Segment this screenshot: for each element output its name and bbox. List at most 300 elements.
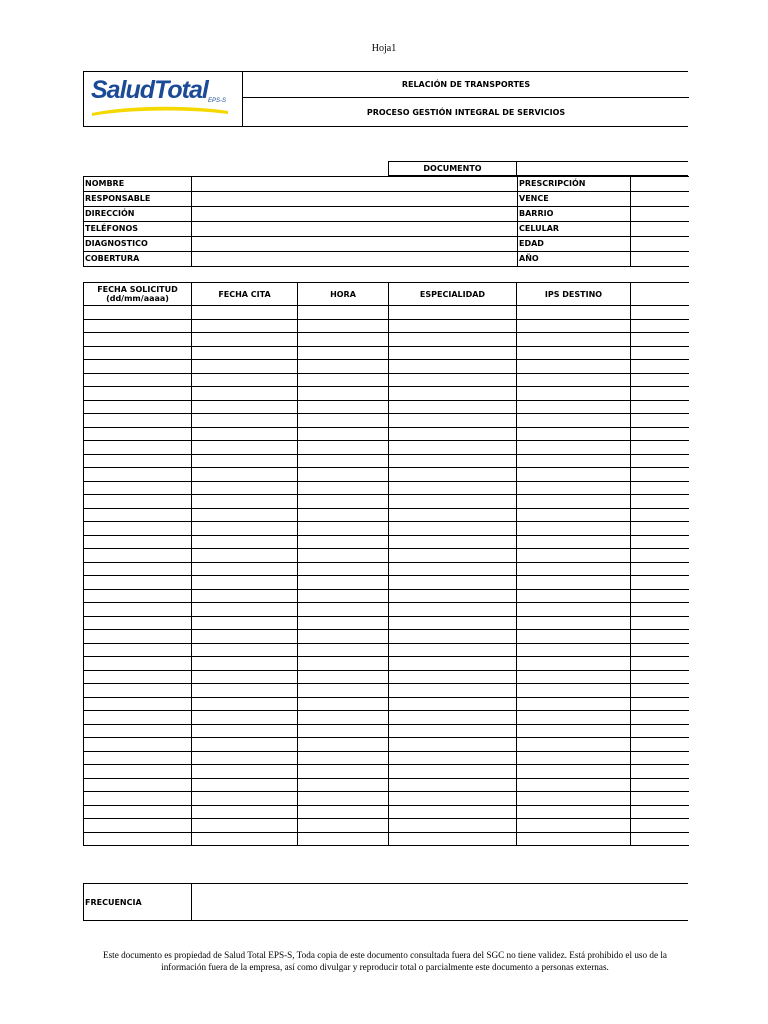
logo-wordmark: SaludTotal: [91, 76, 208, 104]
table-cell[interactable]: [192, 387, 298, 401]
table-cell[interactable]: [389, 751, 517, 765]
table-cell[interactable]: [389, 481, 517, 495]
table-cell[interactable]: [192, 711, 298, 725]
table-cell[interactable]: [631, 643, 689, 657]
form-title: RELACIÓN DE TRANSPORTES: [243, 72, 689, 98]
table-cell[interactable]: [192, 495, 298, 509]
table-cell[interactable]: [84, 616, 192, 630]
table-cell[interactable]: [192, 643, 298, 657]
info-right-value-field[interactable]: [631, 192, 689, 207]
table-cell[interactable]: [631, 481, 689, 495]
table-cell[interactable]: [192, 535, 298, 549]
info-right-value-field[interactable]: [631, 252, 689, 267]
column-header: ESPECIALIDAD: [389, 283, 517, 306]
table-cell[interactable]: [298, 400, 389, 414]
table-row: [84, 481, 689, 495]
table-cell[interactable]: [517, 657, 631, 671]
table-cell[interactable]: [84, 454, 192, 468]
table-cell[interactable]: [298, 306, 389, 320]
table-cell[interactable]: [631, 508, 689, 522]
table-cell[interactable]: [389, 400, 517, 414]
table-cell[interactable]: [517, 805, 631, 819]
table-cell[interactable]: [517, 562, 631, 576]
table-row: [84, 535, 689, 549]
table-cell[interactable]: [517, 360, 631, 374]
table-cell[interactable]: [517, 711, 631, 725]
table-cell[interactable]: [389, 819, 517, 833]
table-cell[interactable]: [192, 603, 298, 617]
table-cell[interactable]: [298, 319, 389, 333]
table-cell[interactable]: [84, 562, 192, 576]
table-cell[interactable]: [192, 333, 298, 347]
table-cell[interactable]: [389, 495, 517, 509]
table-cell[interactable]: [631, 684, 689, 698]
table-row: [84, 319, 689, 333]
info-value-field[interactable]: [192, 207, 518, 222]
table-cell[interactable]: [84, 400, 192, 414]
table-cell[interactable]: [298, 481, 389, 495]
table-row: [84, 400, 689, 414]
table-cell[interactable]: [517, 481, 631, 495]
column-header: HORA: [298, 283, 389, 306]
table-cell[interactable]: [192, 616, 298, 630]
table-cell[interactable]: [84, 522, 192, 536]
table-row: [84, 441, 689, 455]
table-cell[interactable]: [84, 684, 192, 698]
table-cell[interactable]: [631, 414, 689, 428]
info-right-value-field[interactable]: [631, 237, 689, 252]
table-cell[interactable]: [389, 765, 517, 779]
column-header: [631, 283, 689, 306]
table-cell[interactable]: [631, 697, 689, 711]
table-cell[interactable]: [517, 373, 631, 387]
table-cell[interactable]: [192, 630, 298, 644]
table-cell[interactable]: [298, 738, 389, 752]
table-cell[interactable]: [517, 765, 631, 779]
table-cell[interactable]: [192, 670, 298, 684]
table-cell[interactable]: [389, 549, 517, 563]
table-cell[interactable]: [631, 400, 689, 414]
table-cell[interactable]: [389, 778, 517, 792]
info-value-field[interactable]: [192, 237, 518, 252]
table-cell[interactable]: [192, 792, 298, 806]
table-cell[interactable]: [389, 333, 517, 347]
table-cell[interactable]: [84, 387, 192, 401]
table-cell[interactable]: [192, 454, 298, 468]
table-cell[interactable]: [84, 481, 192, 495]
table-cell[interactable]: [84, 427, 192, 441]
info-right-label: CELULAR: [518, 222, 631, 237]
table-cell[interactable]: [631, 738, 689, 752]
table-cell[interactable]: [631, 441, 689, 455]
table-cell[interactable]: [192, 576, 298, 590]
table-cell[interactable]: [389, 562, 517, 576]
table-cell[interactable]: [298, 792, 389, 806]
table-cell[interactable]: [192, 738, 298, 752]
table-cell[interactable]: [631, 562, 689, 576]
table-cell[interactable]: [298, 576, 389, 590]
table-cell[interactable]: [389, 373, 517, 387]
table-cell[interactable]: [631, 319, 689, 333]
table-cell[interactable]: [517, 387, 631, 401]
table-cell[interactable]: [631, 805, 689, 819]
table-cell[interactable]: [631, 360, 689, 374]
table-cell[interactable]: [298, 643, 389, 657]
table-cell[interactable]: [84, 373, 192, 387]
table-cell[interactable]: [192, 819, 298, 833]
table-cell[interactable]: [631, 373, 689, 387]
table-cell[interactable]: [389, 468, 517, 482]
table-cell[interactable]: [298, 819, 389, 833]
table-cell[interactable]: [192, 522, 298, 536]
table-cell[interactable]: [192, 373, 298, 387]
table-cell[interactable]: [631, 819, 689, 833]
table-cell[interactable]: [389, 684, 517, 698]
table-cell[interactable]: [84, 792, 192, 806]
frequency-label: FRECUENCIA: [84, 884, 192, 920]
info-row: [84, 192, 689, 207]
info-value-field[interactable]: [192, 192, 518, 207]
document-field[interactable]: [517, 161, 688, 176]
table-cell[interactable]: [298, 562, 389, 576]
table-cell[interactable]: [389, 306, 517, 320]
table-cell[interactable]: [192, 346, 298, 360]
table-cell[interactable]: [517, 778, 631, 792]
table-cell[interactable]: [389, 360, 517, 374]
table-row: [84, 454, 689, 468]
table-cell[interactable]: [389, 427, 517, 441]
table-cell[interactable]: [517, 576, 631, 590]
confidentiality-note: [70, 949, 700, 973]
info-right-value-field[interactable]: [631, 177, 689, 192]
table-cell[interactable]: [298, 751, 389, 765]
sheet-label: Hoja1: [371, 43, 397, 54]
table-cell[interactable]: [517, 589, 631, 603]
table-cell[interactable]: [389, 414, 517, 428]
table-cell[interactable]: [192, 562, 298, 576]
table-cell[interactable]: [192, 684, 298, 698]
table-cell[interactable]: [84, 630, 192, 644]
table-cell[interactable]: [517, 670, 631, 684]
table-row: [84, 711, 689, 725]
table-cell[interactable]: [389, 387, 517, 401]
table-cell[interactable]: [517, 616, 631, 630]
table-cell[interactable]: [389, 711, 517, 725]
table-cell[interactable]: [192, 589, 298, 603]
info-row: [84, 207, 689, 222]
table-cell[interactable]: [84, 724, 192, 738]
table-cell[interactable]: [84, 697, 192, 711]
table-cell[interactable]: [517, 832, 631, 846]
appointments-table: [83, 282, 689, 846]
table-cell[interactable]: [298, 360, 389, 374]
table-cell[interactable]: [389, 738, 517, 752]
table-cell[interactable]: [517, 468, 631, 482]
table-cell[interactable]: [192, 481, 298, 495]
table-row: [84, 549, 689, 563]
table-cell[interactable]: [192, 697, 298, 711]
table-cell[interactable]: [517, 751, 631, 765]
table-cell[interactable]: [298, 765, 389, 779]
table-cell[interactable]: [298, 724, 389, 738]
table-cell[interactable]: [84, 589, 192, 603]
table-cell[interactable]: [192, 319, 298, 333]
info-right-label: AÑO: [518, 252, 631, 267]
table-cell[interactable]: [298, 670, 389, 684]
table-cell[interactable]: [84, 549, 192, 563]
table-cell[interactable]: [631, 549, 689, 563]
table-cell[interactable]: [389, 319, 517, 333]
table-cell[interactable]: [631, 333, 689, 347]
table-cell[interactable]: [631, 603, 689, 617]
table-cell[interactable]: [192, 778, 298, 792]
table-cell[interactable]: [84, 306, 192, 320]
info-row: [84, 177, 689, 192]
table-cell[interactable]: [389, 643, 517, 657]
table-cell[interactable]: [298, 346, 389, 360]
table-row: [84, 360, 689, 374]
table-cell[interactable]: [298, 441, 389, 455]
table-cell[interactable]: [298, 333, 389, 347]
table-cell[interactable]: [517, 535, 631, 549]
table-cell[interactable]: [631, 657, 689, 671]
table-cell[interactable]: [192, 832, 298, 846]
table-cell[interactable]: [517, 549, 631, 563]
table-cell[interactable]: [192, 805, 298, 819]
info-value-field[interactable]: [192, 222, 518, 237]
table-cell[interactable]: [84, 495, 192, 509]
table-cell[interactable]: [298, 495, 389, 509]
column-header: FECHA SOLICITUD (dd/mm/aaaa): [84, 283, 192, 306]
table-cell[interactable]: [631, 616, 689, 630]
table-cell[interactable]: [298, 711, 389, 725]
table-cell[interactable]: [631, 346, 689, 360]
table-cell[interactable]: [631, 778, 689, 792]
info-label: RESPONSABLE: [84, 192, 192, 207]
table-cell[interactable]: [298, 630, 389, 644]
table-cell[interactable]: [389, 576, 517, 590]
table-cell[interactable]: [389, 657, 517, 671]
table-cell[interactable]: [84, 603, 192, 617]
table-cell[interactable]: [631, 387, 689, 401]
table-cell[interactable]: [84, 778, 192, 792]
info-right-value-field[interactable]: [631, 222, 689, 237]
table-cell[interactable]: [298, 414, 389, 428]
table-cell[interactable]: [84, 535, 192, 549]
table-cell[interactable]: [84, 414, 192, 428]
table-cell[interactable]: [517, 630, 631, 644]
table-cell[interactable]: [84, 508, 192, 522]
info-label: NOMBRE: [84, 177, 192, 192]
table-cell[interactable]: [631, 495, 689, 509]
table-cell[interactable]: [631, 670, 689, 684]
table-cell[interactable]: [631, 427, 689, 441]
table-cell[interactable]: [84, 441, 192, 455]
info-row: [84, 252, 689, 267]
table-row: [84, 562, 689, 576]
table-cell[interactable]: [631, 306, 689, 320]
logo-swoosh-icon: [90, 103, 230, 117]
table-cell[interactable]: [192, 751, 298, 765]
table-cell[interactable]: [517, 400, 631, 414]
table-cell[interactable]: [631, 711, 689, 725]
table-cell[interactable]: [298, 589, 389, 603]
table-cell[interactable]: [298, 805, 389, 819]
table-cell[interactable]: [517, 414, 631, 428]
table-cell[interactable]: [517, 319, 631, 333]
table-cell[interactable]: [298, 697, 389, 711]
table-cell[interactable]: [517, 427, 631, 441]
table-cell[interactable]: [389, 697, 517, 711]
table-row: [84, 724, 689, 738]
table-cell[interactable]: [389, 630, 517, 644]
info-value-field[interactable]: [192, 252, 518, 267]
table-cell[interactable]: [84, 657, 192, 671]
table-cell[interactable]: [389, 508, 517, 522]
table-cell[interactable]: [631, 630, 689, 644]
table-cell[interactable]: [631, 522, 689, 536]
table-cell[interactable]: [517, 306, 631, 320]
table-cell[interactable]: [192, 306, 298, 320]
table-cell[interactable]: [631, 832, 689, 846]
table-cell[interactable]: [298, 832, 389, 846]
info-right-label: EDAD: [518, 237, 631, 252]
frequency-section: [83, 883, 688, 921]
table-cell[interactable]: [298, 454, 389, 468]
table-cell[interactable]: [298, 657, 389, 671]
table-cell[interactable]: [517, 441, 631, 455]
table-cell[interactable]: [84, 346, 192, 360]
table-cell[interactable]: [298, 387, 389, 401]
table-cell[interactable]: [84, 468, 192, 482]
info-right-value-field[interactable]: [631, 207, 689, 222]
table-cell[interactable]: [84, 711, 192, 725]
table-cell[interactable]: [192, 657, 298, 671]
table-cell[interactable]: [84, 765, 192, 779]
table-cell[interactable]: [389, 454, 517, 468]
table-row: [84, 427, 689, 441]
table-row: [84, 697, 689, 711]
table-cell[interactable]: [517, 697, 631, 711]
table-cell[interactable]: [517, 508, 631, 522]
table-cell[interactable]: [298, 427, 389, 441]
table-cell[interactable]: [298, 508, 389, 522]
table-cell[interactable]: [192, 441, 298, 455]
table-cell[interactable]: [192, 508, 298, 522]
table-cell[interactable]: [631, 454, 689, 468]
process-title: PROCESO GESTIÓN INTEGRAL DE SERVICIOS: [366, 107, 566, 117]
table-cell[interactable]: [389, 670, 517, 684]
table-cell[interactable]: [298, 522, 389, 536]
table-cell[interactable]: [389, 805, 517, 819]
table-row: [84, 495, 689, 509]
table-cell[interactable]: [631, 468, 689, 482]
table-cell[interactable]: [631, 724, 689, 738]
table-cell[interactable]: [84, 360, 192, 374]
table-cell[interactable]: [631, 751, 689, 765]
table-cell[interactable]: [389, 535, 517, 549]
table-cell[interactable]: [84, 319, 192, 333]
table-cell[interactable]: [192, 400, 298, 414]
table-cell[interactable]: [84, 643, 192, 657]
table-cell[interactable]: [192, 468, 298, 482]
table-cell[interactable]: [389, 832, 517, 846]
table-cell[interactable]: [298, 373, 389, 387]
table-cell[interactable]: [84, 738, 192, 752]
table-cell[interactable]: [517, 522, 631, 536]
info-value-field[interactable]: [192, 177, 518, 192]
table-cell[interactable]: [84, 670, 192, 684]
table-cell[interactable]: [517, 684, 631, 698]
table-cell[interactable]: [517, 333, 631, 347]
table-cell[interactable]: [192, 360, 298, 374]
table-cell[interactable]: [517, 724, 631, 738]
table-cell[interactable]: [389, 792, 517, 806]
table-cell[interactable]: [389, 589, 517, 603]
table-cell[interactable]: [389, 603, 517, 617]
table-cell[interactable]: [84, 819, 192, 833]
table-cell[interactable]: [631, 576, 689, 590]
column-header: IPS DESTINO: [517, 283, 631, 306]
table-cell[interactable]: [84, 805, 192, 819]
table-cell[interactable]: [389, 522, 517, 536]
table-cell[interactable]: [389, 346, 517, 360]
table-cell[interactable]: [389, 616, 517, 630]
table-cell[interactable]: [631, 792, 689, 806]
table-cell[interactable]: [631, 765, 689, 779]
table-cell[interactable]: [517, 643, 631, 657]
info-label: TELÉFONOS: [84, 222, 192, 237]
patient-info-table: [83, 176, 689, 267]
table-cell[interactable]: [298, 603, 389, 617]
column-header: FECHA CITA: [192, 283, 298, 306]
table-cell[interactable]: [517, 792, 631, 806]
table-cell[interactable]: [389, 441, 517, 455]
table-cell[interactable]: [517, 495, 631, 509]
table-cell[interactable]: [517, 819, 631, 833]
table-cell[interactable]: [298, 616, 389, 630]
table-cell[interactable]: [631, 589, 689, 603]
footer-line-2: información fuera de la empresa, así como divulgar y reproducir total o parcialmente este documento a personas externas.: [161, 962, 609, 972]
table-cell[interactable]: [84, 832, 192, 846]
table-cell[interactable]: [631, 535, 689, 549]
table-row: [84, 522, 689, 536]
table-cell[interactable]: [84, 751, 192, 765]
table-cell[interactable]: [298, 468, 389, 482]
table-row: [84, 306, 689, 320]
table-cell[interactable]: [298, 535, 389, 549]
table-cell[interactable]: [192, 724, 298, 738]
table-cell[interactable]: [84, 576, 192, 590]
table-cell[interactable]: [84, 333, 192, 347]
table-cell[interactable]: [389, 724, 517, 738]
table-row: [84, 346, 689, 360]
table-cell[interactable]: [192, 549, 298, 563]
info-label: COBERTURA: [84, 252, 192, 267]
table-row: [84, 765, 689, 779]
table-cell[interactable]: [298, 549, 389, 563]
table-cell[interactable]: [192, 427, 298, 441]
table-cell[interactable]: [298, 684, 389, 698]
table-row: [84, 657, 689, 671]
table-cell[interactable]: [192, 414, 298, 428]
table-cell[interactable]: [517, 603, 631, 617]
table-cell[interactable]: [517, 738, 631, 752]
table-cell[interactable]: [517, 346, 631, 360]
table-cell[interactable]: [517, 454, 631, 468]
table-cell[interactable]: [298, 778, 389, 792]
table-cell[interactable]: [192, 765, 298, 779]
